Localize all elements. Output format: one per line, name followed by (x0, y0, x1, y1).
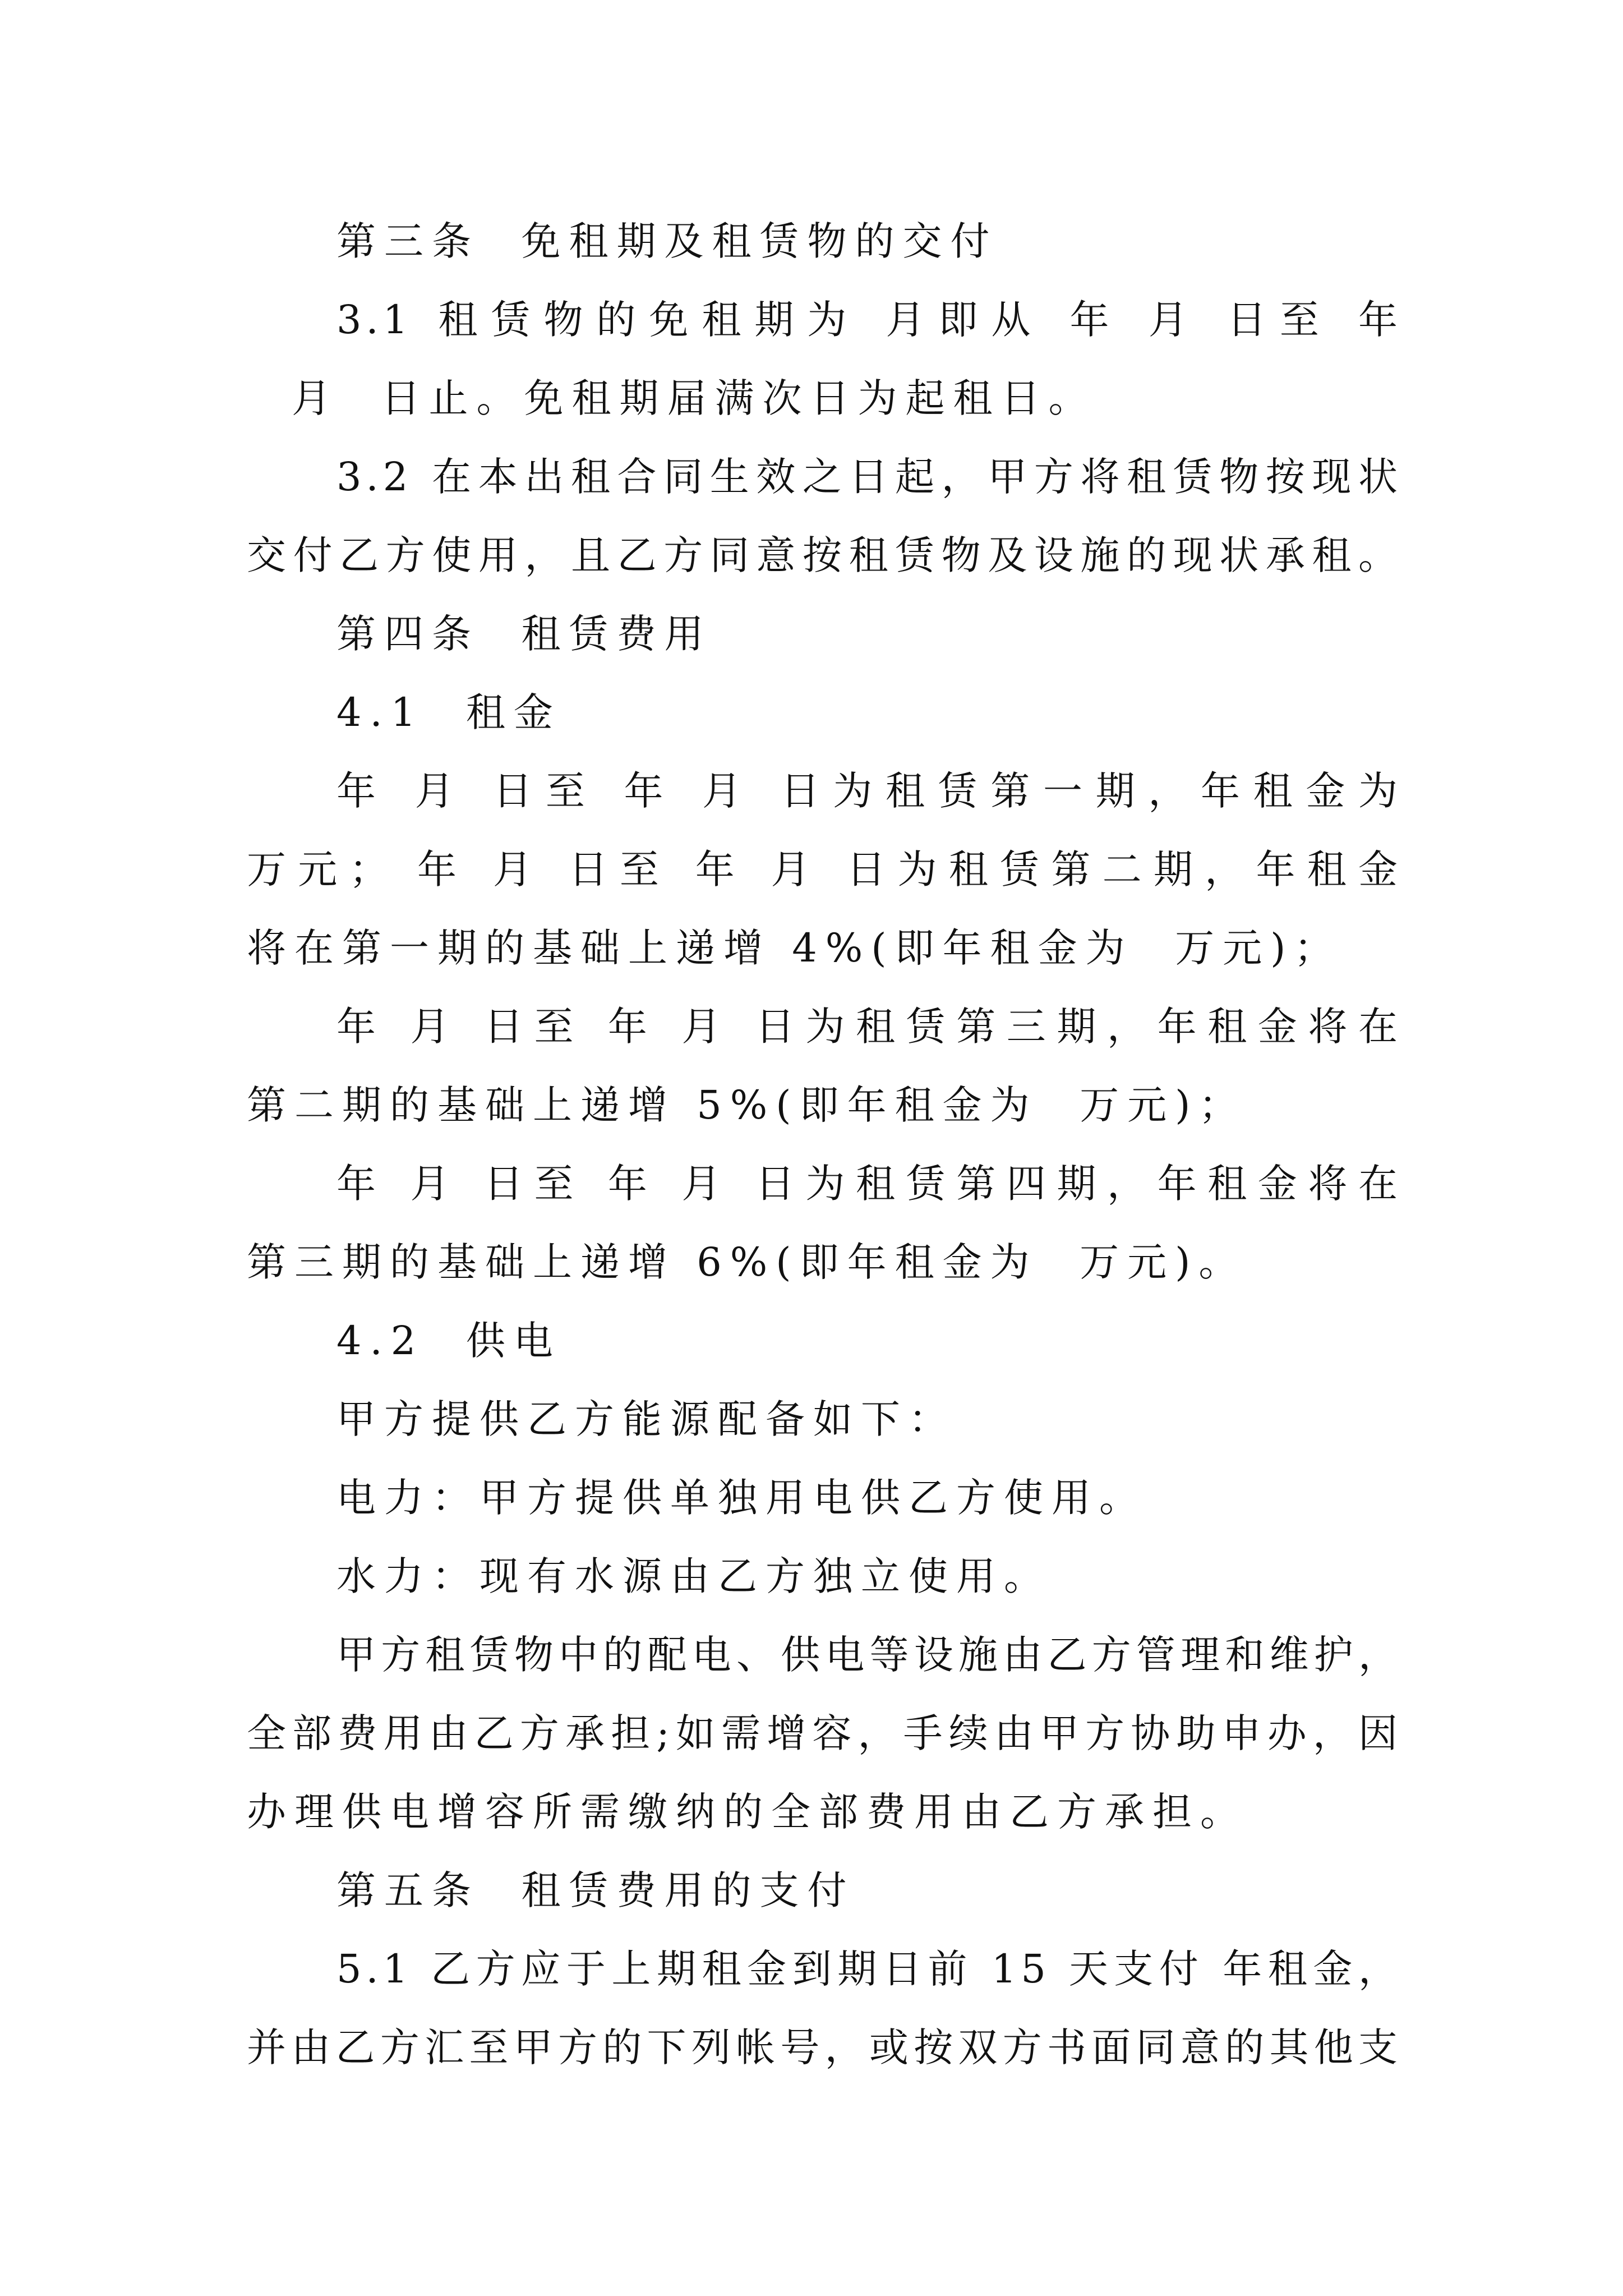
rent-period-1-line-1: 年 月 日至 年 月 日为租赁第一期，年租金为 (336, 768, 1402, 814)
paragraph-3-1-line-1: 3.1 租赁物的免租期为 月即从 年 月 日至 年 (336, 297, 1402, 343)
paragraph-5-1-line-1: 5.1 乙方应于上期租金到期日前 15 天支付 年租金， (336, 1946, 1402, 1992)
energy-intro: 甲方提供乙方能源配备如下： (336, 1396, 956, 1442)
heading-article-3: 第三条 免租期及租赁物的交付 (336, 218, 998, 264)
rent-period-3-line-2: 第二期的基础上递增 5%(即年租金为 万元)； (247, 1082, 1247, 1128)
paragraph-3-1-line-2: 月 日止。免租期届满次日为起租日。 (292, 375, 1096, 421)
rent-period-4-line-1: 年 月 日至 年 月 日为租赁第四期，年租金将在 (336, 1161, 1402, 1207)
paragraph-5-1-line-2: 并由乙方汇至甲方的下列帐号，或按双方书面同意的其他支 (247, 2024, 1402, 2070)
water-line: 水力：现有水源由乙方独立使用。 (336, 1553, 1052, 1599)
rent-period-4-line-2: 第三期的基础上递增 6%(即年租金为 万元)。 (247, 1239, 1247, 1285)
heading-article-4: 第四条 租赁费用 (336, 611, 712, 657)
electricity-line: 电力：甲方提供单独用电供乙方使用。 (336, 1475, 1147, 1521)
paragraph-3-2-line-1: 3.2 在本出租合同生效之日起，甲方将租赁物按现状 (336, 454, 1402, 500)
rent-period-3-line-1: 年 月 日至 年 月 日为租赁第三期，年租金将在 (336, 1004, 1402, 1050)
heading-4-2: 4.2 供电 (336, 1318, 561, 1364)
maintenance-line-1: 甲方租赁物中的配电、供电等设施由乙方管理和维护， (336, 1632, 1402, 1678)
rent-period-1-line-2: 万元； 年 月 日至 年 月 日为租赁第二期，年租金 (247, 846, 1402, 892)
heading-4-1: 4.1 租金 (336, 689, 561, 735)
heading-article-5: 第五条 租赁费用的支付 (336, 1867, 855, 1913)
paragraph-3-2-line-2: 交付乙方使用，且乙方同意按租赁物及设施的现状承租。 (247, 532, 1402, 578)
rent-period-2-line: 将在第一期的基础上递增 4%(即年租金为 万元)； (247, 925, 1342, 971)
maintenance-line-2: 全部费用由乙方承担;如需增容，手续由甲方协助申办，因 (247, 1710, 1402, 1756)
maintenance-line-3: 办理供电增容所需缴纳的全部费用由乙方承担。 (247, 1789, 1248, 1835)
